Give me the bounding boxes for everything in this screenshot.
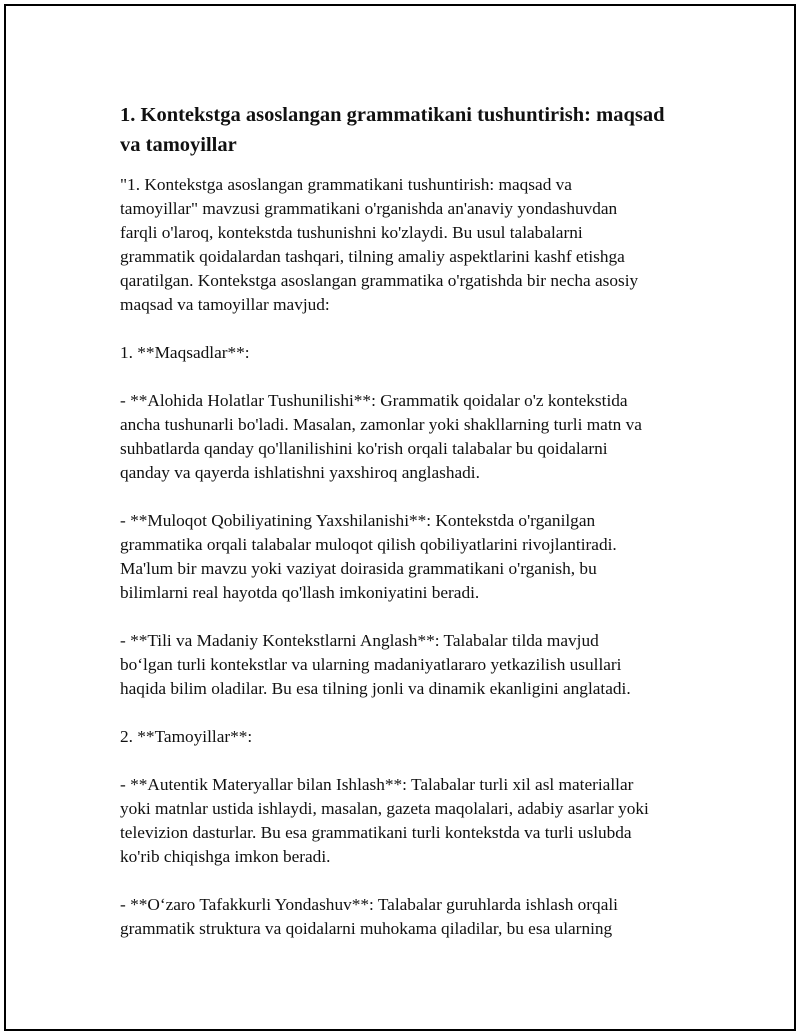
paragraph-spacer <box>120 749 690 773</box>
paragraph-spacer <box>120 605 690 629</box>
principle-item-1: - **Autentik Materyallar bilan Ishlash**: Talabalar turli xil asl materiallar yoki matnlar ustida ishlaydi, masalan, gazeta maqolalari, adabiy asarlar yoki televizion dasturlar. Bu esa grammatikani turli kontekstda va turli uslubda ko'rib chiqishga imkon beradi. <box>120 775 649 866</box>
goals-heading: 1. **Maqsadlar**: <box>120 343 250 362</box>
intro-paragraph: "1. Kontekstga asoslangan grammatikani tushuntirish: maqsad va tamoyillar" mavzusi grammatikani o'rganishda an'anaviy yondashuvdan farqli o'laroq, kontekstda tushunishni ko'zlaydi. Bu usul talabalarni grammatik qoidalardan tashqari, tilning amaliy aspektlarini kashf etishga qaratilgan. Kontekstga asoslangan grammatika o'rgatishda bir necha asosiy maqsad va tamoyillar mavjud: <box>120 175 639 314</box>
paragraph-spacer <box>120 485 690 509</box>
principle-item-2: - **O‘zaro Tafakkurli Yondashuv**: Talabalar guruhlarda ishlash orqali grammatik struktura va qoidalarni muhokama qiladilar, bu esa ularning <box>120 895 618 938</box>
paragraph-spacer <box>120 317 690 341</box>
principles-heading: 2. **Tamoyillar**: <box>120 727 253 746</box>
paragraph-spacer <box>120 701 690 725</box>
goal-item-1: - **Alohida Holatlar Tushunilishi**: Grammatik qoidalar o'z kontekstida ancha tushunarli bo'ladi. Masalan, zamonlar yoki shakllarning turli matn va suhbatlarda qanday qo'llanilishini ko'rish orqali talabalar bu qoidalarni qanday va qayerda ishlatishni yaxshiroq anglashadi. <box>120 391 642 482</box>
paragraph-spacer <box>120 365 690 389</box>
goal-item-2: - **Muloqot Qobiliyatining Yaxshilanishi**: Kontekstda o'rganilgan grammatika orqali talabalar muloqot qilish qobiliyatlarini rivojlantiradi. Ma'lum bir mavzu yoki vaziyat doirasida grammatikani o'rganish, bu bilimlarni real hayotda qo'llash imkoniyatini beradi. <box>120 511 617 602</box>
document-title: 1. Kontekstga asoslangan grammatikani tushuntirish: maqsad va tamoyillar <box>120 104 665 156</box>
document-content <box>120 100 690 941</box>
goal-item-3: - **Tili va Madaniy Kontekstlarni Anglash**: Talabalar tilda mavjud bo‘lgan turli kontekstlar va ularning madaniyatlararo yetkazilish usullari haqida bilim oladilar. Bu esa tilning jonli va dinamik ekanligini anglatadi. <box>120 631 631 698</box>
page-frame <box>4 4 796 1031</box>
paragraph-spacer <box>120 869 690 893</box>
